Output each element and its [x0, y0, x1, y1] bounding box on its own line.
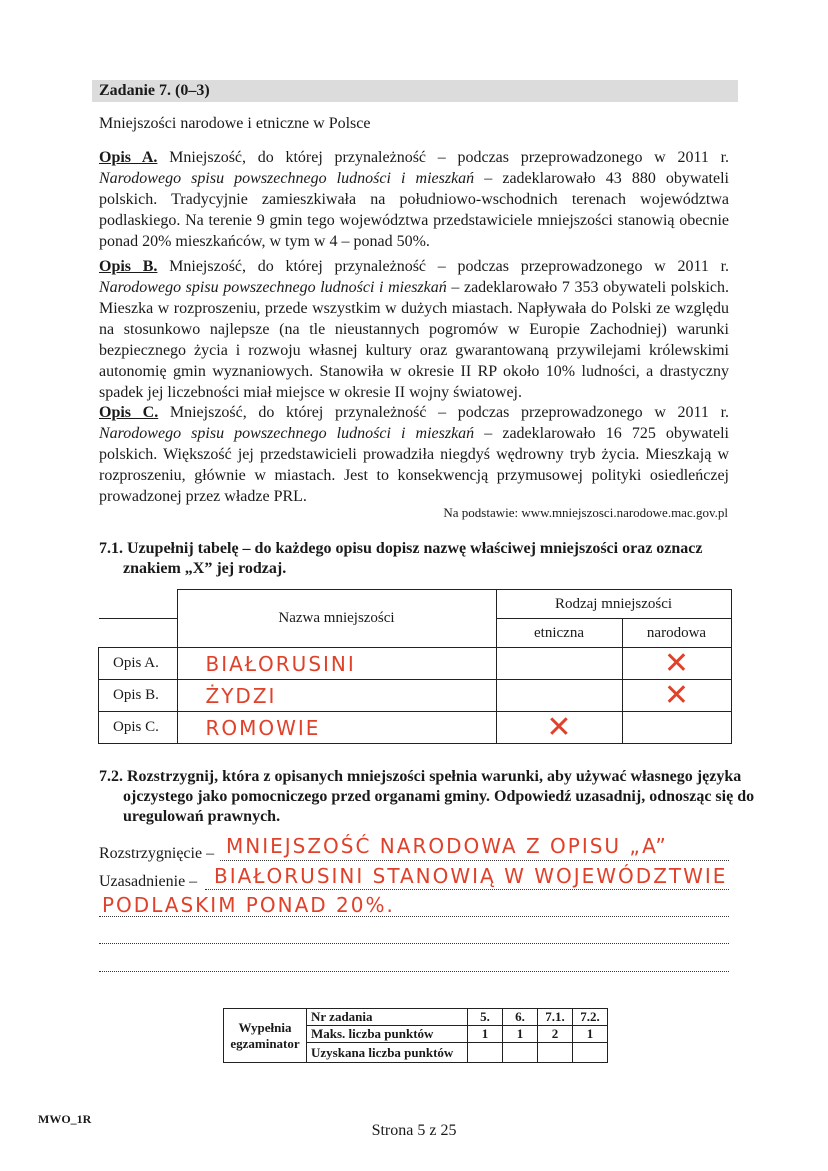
x-mark-icon[interactable]: ✕: [663, 645, 690, 681]
task-number-label: Nr zadania: [307, 1009, 468, 1026]
national-cell[interactable]: [622, 712, 731, 744]
ethnic-cell[interactable]: [496, 648, 622, 680]
answer-table: [98, 589, 732, 744]
scores-table: Wypełnia egzaminator Nr zadania 5. 6. 7.1. 7.2. Maks. liczba punktów 1 1 2 1 Uzyskana liczba punktów: [223, 1008, 608, 1063]
question-7-1: 7.1. Uzupełnij tabelę – do każdego opisu dopisz nazwę właściwej mniejszości oraz oznacz znakiem „X” jej rodzaj.: [99, 540, 703, 577]
task-title: Zadanie 7. (0–3): [99, 82, 210, 99]
source-note: Na podstawie: www.mniejszosci.narodowe.mac.gov.pl: [443, 505, 728, 520]
question-7-2: 7.2. Rozstrzygnij, która z opisanych mniejszości spełnia warunki, aby używać własnego języka ojczystego jako pomocniczego przed organami gminy. Odpowiedź uzasadnij, odnosząc się do uregulowań prawnych.: [99, 768, 755, 825]
answer-name[interactable]: BIAŁORUSINI: [205, 651, 356, 676]
ethnic-cell[interactable]: [496, 680, 622, 712]
earned-points-cell[interactable]: [573, 1043, 608, 1063]
x-mark-icon[interactable]: ✕: [546, 709, 572, 745]
description-b-label: Opis B.: [99, 258, 158, 275]
description-c-label: Opis C.: [99, 404, 159, 421]
description-a-label: Opis A.: [99, 149, 158, 166]
row-label: Opis A.: [99, 648, 178, 680]
description-b: Opis B. Mniejszość, do której przynależność – podczas przeprowadzonego w 2011 r. Narodowego spisu powszechnego ludności i mieszkań – zadeklarowało 7 353 obywateli polskich. Mieszka w rozproszeniu, przede wszystkim w dużych miastach. Napływała do Polski ze względu na stosunkowo najlepsze (na tle nieustannych pogromów w Europie Zachodniej) warunki bezpiecznego życia i rozwoju własnej kultury oraz gwarantowaną przywilejami królewskimi autonomię gmin wyznaniowych. Stanowiła w okresie II RP około 10% ludności, a drastyczny spadek jej liczebności miał miejsce w okresie II wojny światowej.: [99, 258, 730, 401]
table-row: [99, 648, 732, 680]
justification-line-1[interactable]: [205, 889, 729, 890]
col-header-ethnic: etniczna: [496, 619, 622, 648]
decision-label: Rozstrzygnięcie –: [99, 845, 215, 862]
answer-line-3[interactable]: [99, 943, 729, 944]
examiner-label: Wypełnia egzaminator: [224, 1009, 307, 1063]
page-number: Strona 5 z 25: [371, 1122, 457, 1139]
earned-points-label: Uzyskana liczba punktów: [307, 1043, 468, 1063]
exam-code: MWO_1R: [38, 1112, 92, 1126]
decision-answer[interactable]: MNIEJSZOŚĆ NARODOWA Z OPISU „A”: [226, 834, 668, 858]
description-a: Opis A. Mniejszość, do której przynależność – podczas przeprowadzonego w 2011 r. Narodowego spisu powszechnego ludności i mieszkań – zadeklarowało 43 880 obywateli polskich. Tradycyjnie zamieszkiwała na południowo-wschodnich terenach województwa podlaskiego. Na terenie 9 gmin tego województwa przedstawiciele mniejszości stanowią obecnie ponad 20% mieszkańców, w tym w 4 – ponad 50%.: [99, 149, 730, 250]
justification-answer-1[interactable]: BIAŁORUSINI STANOWIĄ W WOJEWÓDZTWIE: [214, 864, 728, 888]
col-header-type: Rodzaj mniejszości: [496, 590, 731, 619]
earned-points-cell[interactable]: [538, 1043, 573, 1063]
col-header-name: Nazwa mniejszości: [177, 590, 496, 648]
answer-name[interactable]: ROMOWIE: [205, 715, 321, 740]
table-row: [99, 680, 732, 712]
answer-line-4[interactable]: [99, 971, 729, 972]
table-row: [99, 712, 732, 744]
task-topic: Mniejszości narodowe i etniczne w Polsce: [99, 115, 371, 132]
description-c: Opis C. Mniejszość, do której przynależność – podczas przeprowadzonego w 2011 r. Narodowego spisu powszechnego ludności i mieszkań – zadeklarowało 16 725 obywateli polskich. Większość jej przedstawicieli prowadziła niegdyś wędrowny tryb życia. Mieszkają w rozproszeniu, głównie w miastach. Jest to konsekwencją przymusowej polityki osiedleńczej prowadzonej przez władze PRL.: [99, 404, 730, 505]
row-label: Opis B.: [99, 680, 178, 712]
col-header-national: narodowa: [622, 619, 731, 648]
justification-label: Uzasadnienie –: [99, 873, 198, 890]
earned-points-cell[interactable]: [468, 1043, 503, 1063]
answer-name[interactable]: ŻYDZI: [205, 683, 277, 708]
x-mark-icon[interactable]: ✕: [663, 677, 690, 713]
max-points-label: Maks. liczba punktów: [307, 1026, 468, 1043]
row-label: Opis C.: [99, 712, 178, 744]
earned-points-cell[interactable]: [503, 1043, 538, 1063]
justification-answer-2[interactable]: PODLASKIM PONAD 20%.: [102, 893, 395, 917]
decision-line[interactable]: [220, 860, 729, 861]
